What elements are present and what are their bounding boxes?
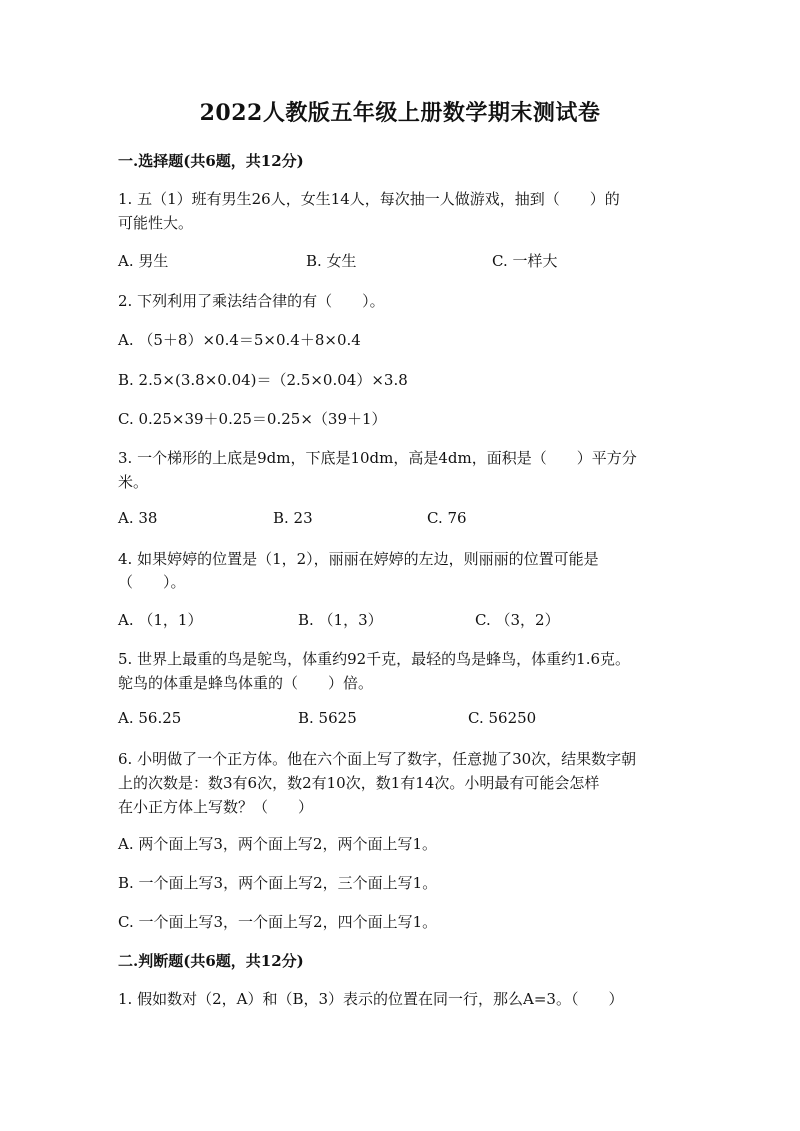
- section-heading-choice: 一.选择题(共6题，共12分): [118, 152, 304, 170]
- question-4-line-2: （ ）。: [118, 573, 186, 591]
- question-6-line-2: 上的次数是：数3有6次，数2有10次，数1有14次。小明最有可能会怎样: [118, 774, 600, 792]
- question-4-option-b: B. （1，3）: [298, 611, 383, 629]
- question-5-option-a: A. 56.25: [118, 709, 182, 727]
- section-heading-judgment: 二.判断题(共6题，共12分): [118, 952, 304, 970]
- question-3-line-2: 米。: [118, 473, 149, 491]
- question-6-line-3: 在小正方体上写数？（ ）: [118, 798, 314, 816]
- question-1-option-a: A. 男生: [118, 252, 169, 270]
- question-3-option-c: C. 76: [427, 509, 467, 527]
- exam-title: 2022人教版五年级上册数学期末测试卷: [199, 100, 601, 126]
- question-5-option-b: B. 5625: [298, 709, 357, 727]
- question-6-line-1: 6. 小明做了一个正方体。他在六个面上写了数字，任意抛了30次，结果数字朝: [118, 750, 637, 768]
- question-2-option-a: A. （5＋8）×0.4＝5×0.4＋8×0.4: [118, 331, 361, 349]
- question-5-line-1: 5. 世界上最重的鸟是鸵鸟，体重约92千克，最轻的鸟是蜂鸟，体重约1.6克。: [118, 650, 631, 668]
- question-3-option-b: B. 23: [273, 509, 313, 527]
- question-2-stem: 2. 下列利用了乘法结合律的有（ ）。: [118, 292, 385, 310]
- question-6-option-b: B. 一个面上写3，两个面上写2，三个面上写1。: [118, 874, 438, 892]
- question-3-line-1: 3. 一个梯形的上底是9dm，下底是10dm，高是4dm，面积是（ ）平方分: [118, 449, 637, 467]
- question-1-option-c: C. 一样大: [492, 252, 558, 270]
- question-2-option-b: B. 2.5×(3.8×0.04)＝（2.5×0.04）×3.8: [118, 371, 408, 389]
- question-5-option-c: C. 56250: [468, 709, 537, 727]
- question-1-line-1: 1. 五（1）班有男生26人，女生14人，每次抽一人做游戏，抽到（ ）的: [118, 190, 620, 208]
- question-6-option-a: A. 两个面上写3，两个面上写2，两个面上写1。: [118, 835, 438, 853]
- question-4-option-c: C. （3，2）: [475, 611, 560, 629]
- question-5-line-2: 鸵鸟的体重是蜂鸟体重的（ ）倍。: [118, 674, 374, 692]
- question-3-option-a: A. 38: [118, 509, 158, 527]
- judgment-question-1: 1. 假如数对（2，A）和（B，3）表示的位置在同一行，那么A=3。（ ）: [118, 990, 624, 1008]
- question-1-option-b: B. 女生: [306, 252, 357, 270]
- question-1-line-2: 可能性大。: [118, 214, 194, 232]
- question-6-option-c: C. 一个面上写3，一个面上写2，四个面上写1。: [118, 913, 438, 931]
- question-2-option-c: C. 0.25×39＋0.25＝0.25×（39＋1）: [118, 410, 387, 428]
- question-4-line-1: 4. 如果婷婷的位置是（1，2），丽丽在婷婷的左边，则丽丽的位置可能是: [118, 550, 599, 568]
- question-4-option-a: A. （1，1）: [118, 611, 203, 629]
